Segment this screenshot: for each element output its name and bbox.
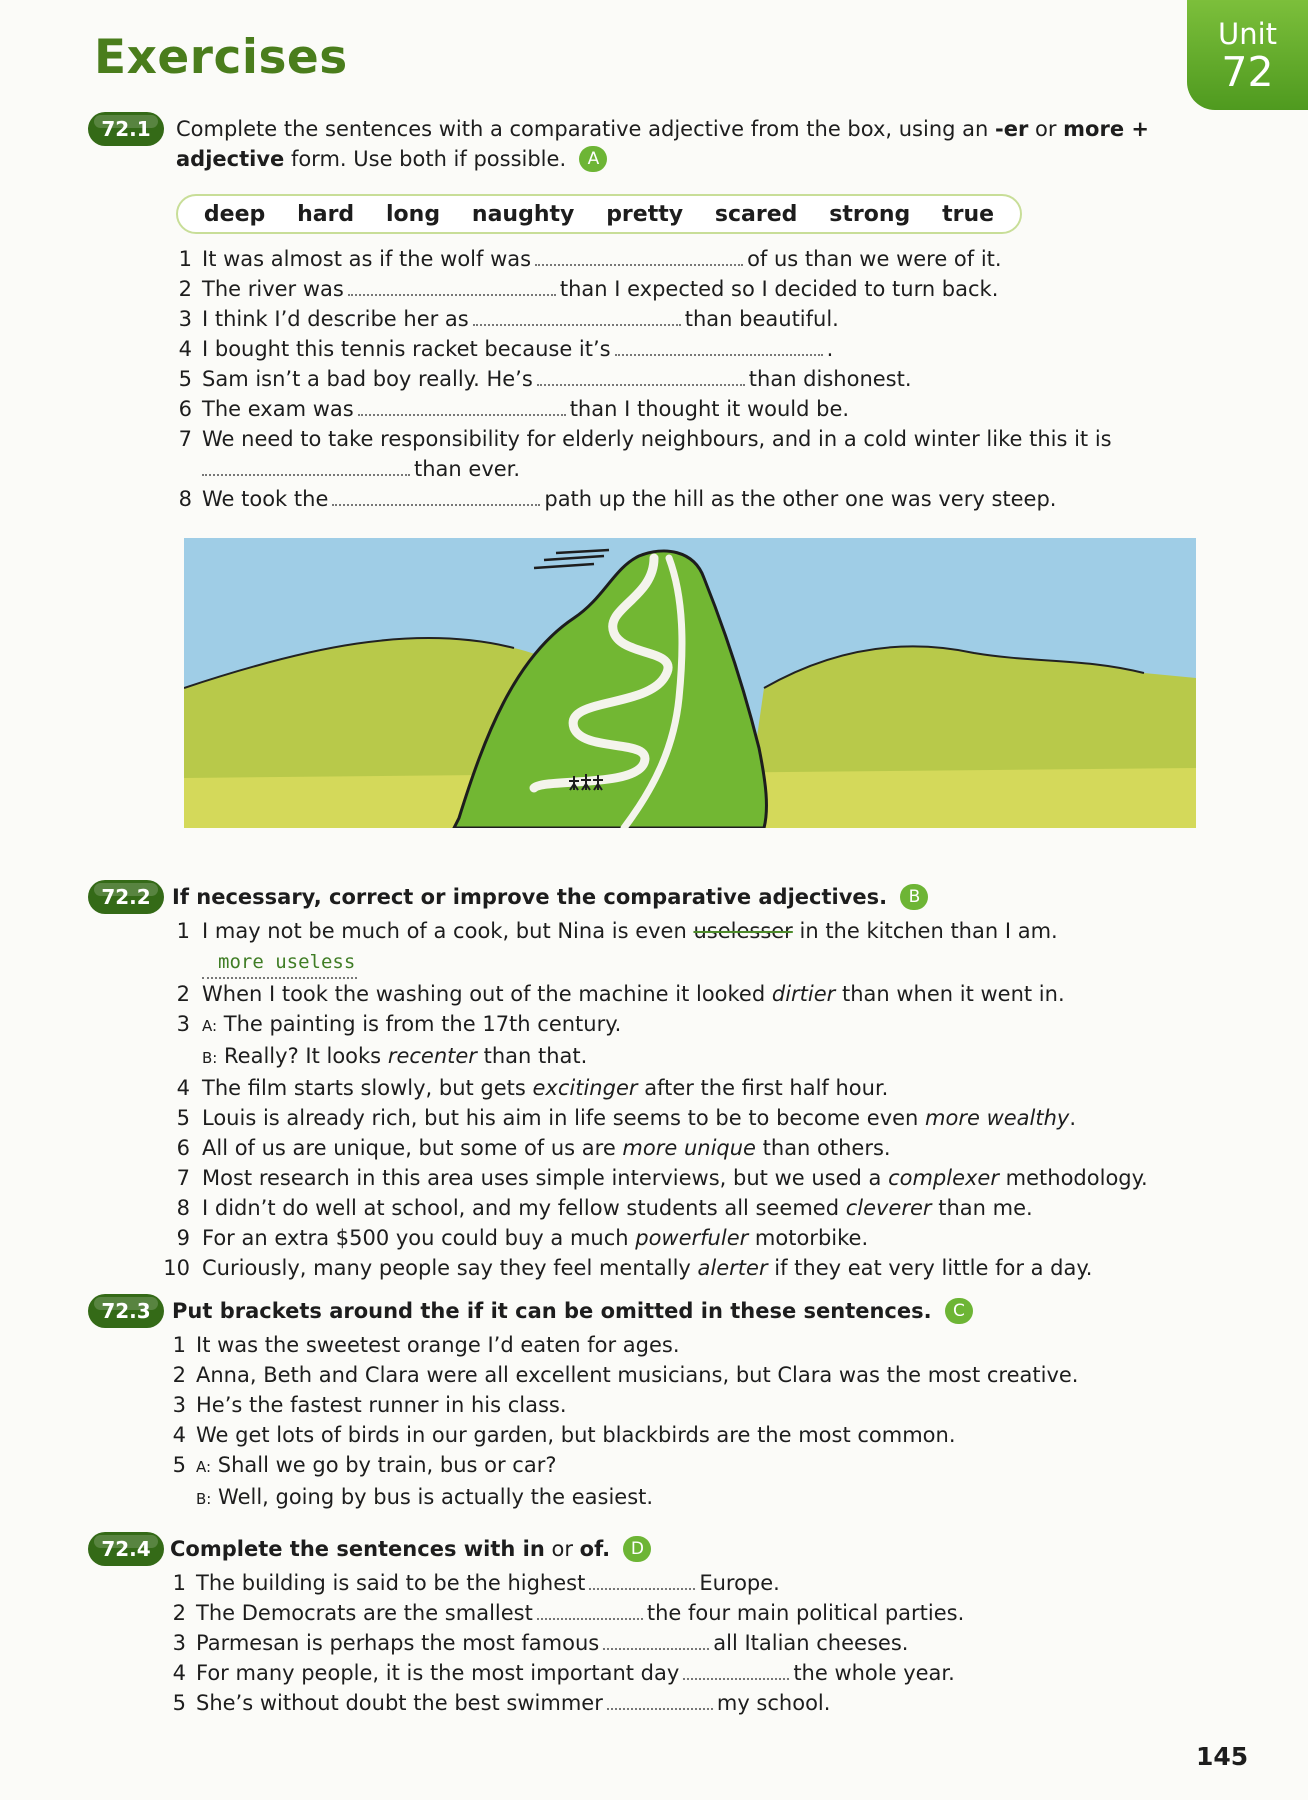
item-text: methodology. (998, 1166, 1148, 1190)
item-text: We took the (202, 487, 329, 511)
target-adjective: recenter (387, 1044, 477, 1068)
exercise-header (88, 1294, 1168, 1330)
item-text: . (1069, 1106, 1077, 1130)
item-number: 4 (176, 1076, 190, 1100)
answer-blank[interactable] (603, 1628, 709, 1650)
instruction-in: in (522, 1537, 545, 1561)
list-item (174, 334, 1112, 364)
item-number: 8 (178, 487, 192, 511)
item-text: The building is said to be the highest (196, 1571, 586, 1595)
word-box-item: pretty (606, 201, 684, 227)
item-text: Anna, Beth and Clara were all excellent musicians, but Clara was the most creative. (196, 1363, 1079, 1387)
item-text: than beautiful. (684, 307, 839, 331)
exercise-number: 72.4 (88, 1532, 164, 1566)
target-adjective: more unique (622, 1136, 756, 1160)
item-text: than when it went in. (835, 982, 1065, 1006)
item-text: When I took the washing out of the machine it looked (202, 982, 772, 1006)
instruction-text: If necessary, correct or improve the comparative adjectives. (172, 885, 888, 909)
item-text: than me. (931, 1196, 1033, 1220)
page-title: Exercises (94, 30, 348, 85)
list-item (174, 274, 1112, 304)
item-number: 3 (172, 1393, 186, 1417)
item-text: all Italian cheeses. (713, 1631, 909, 1655)
item-text: For many people, it is the most important day (196, 1661, 680, 1685)
item-text: Really? It looks (217, 1044, 388, 1068)
item-text: if they eat very little for a day. (767, 1256, 1093, 1280)
instruction-adjective: adjective (176, 147, 285, 171)
item-text: Parmesan is perhaps the most famous (196, 1631, 600, 1655)
item-text: Louis is already rich, but his aim in life seems to be to become even (202, 1106, 926, 1130)
item-text: I think I’d describe her as (202, 307, 469, 331)
word-box-item: naughty (471, 201, 575, 227)
answer-blank[interactable] (537, 364, 745, 386)
exercise-72-4 (88, 1532, 1168, 1715)
item-text: She’s without doubt the best swimmer (196, 1691, 603, 1715)
item-text: than ever. (414, 457, 521, 481)
target-adjective: powerfuler (635, 1226, 749, 1250)
item-text: For an extra $500 you could buy a much (202, 1226, 636, 1250)
word-box-item: scared (714, 201, 798, 227)
list-item (162, 1223, 1148, 1253)
list-item (168, 1658, 964, 1688)
item-text: Shall we go by train, bus or car? (211, 1453, 557, 1477)
target-adjective: complexer (888, 1166, 999, 1190)
item-text: Well, going by bus is actually the easiest. (211, 1485, 654, 1509)
list-item (162, 1163, 1148, 1193)
list-item (174, 364, 1112, 394)
list-item (168, 1450, 1078, 1514)
list-item (168, 1390, 1078, 1420)
instruction-text: Complete the sentences with (170, 1537, 523, 1561)
item-number: 2 (176, 982, 190, 1006)
item-number: 3 (178, 307, 192, 331)
unit-label: Unit (1217, 17, 1278, 51)
item-text: than dishonest. (748, 367, 912, 391)
item-text: Curiously, many people say they feel mentally (202, 1256, 698, 1280)
item-number: 3 (176, 1012, 190, 1036)
answer-blank[interactable] (535, 244, 743, 266)
answer-blank[interactable] (358, 394, 566, 416)
word-box-item: strong (829, 201, 911, 227)
item-text: Sam isn’t a bad boy really. He’s (202, 367, 533, 391)
reference-badge: B (900, 884, 928, 910)
item-text: We need to take responsibility for elderly neighbours, and in a cold winter like this it is (202, 427, 1112, 451)
instruction-text-2: form. Use both if possible. (284, 147, 567, 171)
target-adjective: alerter (697, 1256, 768, 1280)
item-text: my school. (716, 1691, 831, 1715)
instruction-of: of. (579, 1537, 611, 1561)
list-item (162, 916, 1148, 979)
item-number: 6 (176, 1136, 190, 1160)
target-adjective: cleverer (845, 1196, 932, 1220)
list-item (174, 424, 1112, 484)
word-box-item: true (942, 201, 995, 227)
item-number: 6 (178, 397, 192, 421)
item-text: It was the sweetest orange I’d eaten for ages. (196, 1333, 680, 1357)
hikers (569, 774, 603, 790)
item-text: I didn’t do well at school, and my fellow students all seemed (202, 1196, 846, 1220)
item-number: 4 (172, 1423, 186, 1447)
item-number: 2 (172, 1601, 186, 1625)
speaker-a: A: (196, 1458, 212, 1476)
item-text: path up the hill as the other one was very steep. (544, 487, 1057, 511)
example-answer: more useless (202, 947, 357, 979)
answer-blank[interactable] (683, 1658, 789, 1680)
item-text: than others. (755, 1136, 891, 1160)
answer-blank[interactable] (607, 1688, 713, 1710)
instruction-or: or (544, 1537, 580, 1561)
speaker-b: B: (196, 1490, 212, 1508)
instruction-or: or (1028, 117, 1064, 141)
list-item (168, 1688, 964, 1718)
item-text: The exam was (202, 397, 354, 421)
exercise-72-2 (88, 880, 1168, 1280)
word-box-item: long (386, 201, 441, 227)
item-number: 5 (172, 1453, 186, 1477)
list-item (174, 304, 1112, 334)
item-number: 5 (176, 1106, 190, 1130)
instruction-text: Put brackets around (172, 1299, 421, 1323)
exercise-header (88, 880, 1168, 916)
list-item (168, 1360, 1078, 1390)
item-text: after the first half hour. (637, 1076, 889, 1100)
item-text: The film starts slowly, but gets (202, 1076, 533, 1100)
item-number: 5 (172, 1691, 186, 1715)
list-item (174, 394, 1112, 424)
list-item (162, 1253, 1148, 1283)
exercise-list (168, 1330, 1078, 1514)
item-number: 1 (178, 247, 192, 271)
item-number: 2 (178, 277, 192, 301)
unit-number: 72 (1221, 48, 1274, 96)
mountain-path-illustration (184, 538, 1196, 828)
item-text: All of us are unique, but some of us are (202, 1136, 623, 1160)
exercise-instruction (176, 114, 1176, 174)
item-text: The river was (202, 277, 344, 301)
struck-word: uselesser (693, 919, 793, 943)
exercise-instruction (172, 1296, 1172, 1326)
item-number: 5 (178, 367, 192, 391)
answer-blank[interactable] (537, 1598, 643, 1620)
item-text: I may not be much of a cook, but Nina is even (202, 919, 694, 943)
item-text: We get lots of birds in our garden, but blackbirds are the most common. (196, 1423, 956, 1447)
answer-blank[interactable] (473, 304, 681, 326)
exercise-header (88, 112, 1168, 171)
answer-blank[interactable] (615, 334, 823, 356)
exercise-instruction (172, 882, 1172, 912)
item-text: than I expected so I decided to turn back. (559, 277, 999, 301)
word-box-item: hard (297, 201, 355, 227)
target-adjective: dirtier (771, 982, 836, 1006)
word-box (176, 194, 1022, 234)
item-text: Europe. (699, 1571, 780, 1595)
answer-blank[interactable] (202, 454, 410, 476)
answer-blank[interactable] (332, 484, 540, 506)
list-item (162, 1193, 1148, 1223)
instruction-the: the (420, 1299, 460, 1323)
list-item (168, 1598, 964, 1628)
reference-badge: A (579, 146, 607, 172)
item-number: 2 (172, 1363, 186, 1387)
list-item (162, 1133, 1148, 1163)
list-item (162, 1073, 1148, 1103)
list-item (168, 1628, 964, 1658)
list-item (174, 484, 1112, 514)
answer-blank[interactable] (589, 1568, 695, 1590)
list-item (174, 244, 1112, 274)
exercise-number: 72.1 (88, 112, 164, 146)
item-text: of us than we were of it. (747, 247, 1002, 271)
exercise-72-1 (88, 112, 1168, 511)
item-number: 1 (172, 1571, 186, 1595)
item-text: . (826, 337, 834, 361)
unit-tab (1187, 0, 1308, 110)
item-number: 7 (178, 427, 192, 451)
reference-badge: C (945, 1298, 973, 1324)
word-box-item: deep (203, 201, 266, 227)
target-adjective: excitinger (532, 1076, 638, 1100)
instruction-text: Complete the sentences with a comparative adjective from the box, using an (176, 117, 995, 141)
item-number: 4 (178, 337, 192, 361)
item-text: the whole year. (793, 1661, 955, 1685)
item-text: I bought this tennis racket because it’s (202, 337, 611, 361)
speaker-b: B: (202, 1049, 218, 1067)
item-text: than I thought it would be. (569, 397, 850, 421)
item-text: in the kitchen than I am. (792, 919, 1058, 943)
item-text: It was almost as if the wolf was (202, 247, 532, 271)
item-text: Most research in this area uses simple interviews, but we used a (202, 1166, 889, 1190)
reference-badge: D (623, 1536, 651, 1562)
exercise-list (168, 1568, 964, 1718)
list-item (162, 979, 1148, 1009)
instruction-text-2: if it can be omitted in these sentences. (459, 1299, 932, 1323)
answer-blank[interactable] (348, 274, 556, 296)
item-number: 3 (172, 1631, 186, 1655)
item-number: 10 (163, 1256, 190, 1280)
item-text: the four main political parties. (646, 1601, 965, 1625)
list-item (162, 1103, 1148, 1133)
item-text: motorbike. (748, 1226, 869, 1250)
list-item (162, 1009, 1148, 1073)
exercise-header (88, 1532, 1168, 1568)
exercise-instruction (170, 1534, 1170, 1564)
instruction-more: more + (1063, 117, 1149, 141)
item-text: than that. (476, 1044, 588, 1068)
item-number: 7 (176, 1166, 190, 1190)
item-number: 1 (172, 1333, 186, 1357)
page-number: 145 (1196, 1742, 1249, 1771)
exercise-72-3 (88, 1294, 1168, 1509)
item-number: 4 (172, 1661, 186, 1685)
list-item (168, 1420, 1078, 1450)
list-item (168, 1568, 964, 1598)
exercise-number: 72.2 (88, 880, 164, 914)
target-adjective: more wealthy (925, 1106, 1070, 1130)
item-text: He’s the fastest runner in his class. (196, 1393, 567, 1417)
exercise-list (162, 916, 1148, 1283)
list-item (168, 1330, 1078, 1360)
item-text: The Democrats are the smallest (196, 1601, 533, 1625)
exercise-number: 72.3 (88, 1294, 164, 1328)
item-number: 8 (176, 1196, 190, 1220)
item-number: 1 (176, 919, 190, 943)
instruction-er: -er (995, 117, 1029, 141)
speaker-a: A: (202, 1017, 218, 1035)
item-number: 9 (176, 1226, 190, 1250)
item-text: The painting is from the 17th century. (217, 1012, 622, 1036)
exercise-list (174, 244, 1112, 514)
